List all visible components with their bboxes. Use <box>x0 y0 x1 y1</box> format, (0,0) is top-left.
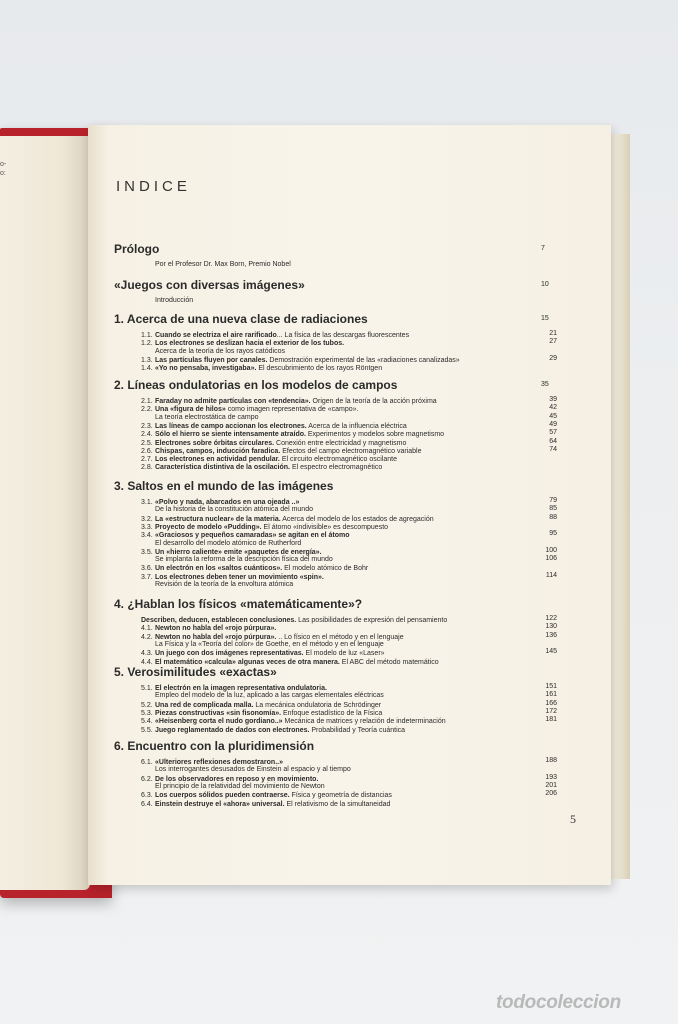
entry-text: El descubrimiento de los rayos Röntgen <box>256 365 383 373</box>
entry-number: 2.3. <box>141 422 153 430</box>
entry-text: El principio de la relatividad del movimiento de Newton <box>155 782 325 790</box>
entry-number: 4.3. <box>141 650 153 658</box>
entry-number: 2.2. <box>141 406 153 414</box>
entry-number: 6.3. <box>141 792 153 800</box>
entry-page-number: 85 <box>549 505 557 513</box>
entry-text: Las posibilidades de expresión del pensamiento <box>296 617 448 624</box>
entry-text: El espectro electromagnético <box>290 464 383 472</box>
chapter-heading: Prólogo <box>114 242 160 256</box>
entry-number: 2.7. <box>141 456 153 464</box>
toc-entry <box>155 506 313 513</box>
entry-title: Característica distintiva de la oscilación. <box>155 464 290 472</box>
entry-page-number: 201 <box>545 781 557 789</box>
entry-title: Un electrón en los «saltos cuánticos». <box>155 565 283 573</box>
chapter-page-number: 15 <box>541 315 549 322</box>
entry-page-number: 79 <box>549 497 557 504</box>
entry-page-number: 88 <box>549 513 557 521</box>
chapter-heading: 2. Líneas ondulatorias en los modelos de campos <box>114 378 398 392</box>
entry-text: De la historia de la constitución atómica del mundo <box>155 506 313 514</box>
entry-title: Los electrones en actividad pendular. <box>155 456 280 464</box>
entry-title: «Ulteriores reflexiones demostraron..» <box>155 759 283 766</box>
entry-page-number: 151 <box>545 683 557 690</box>
entry-number: 6.2. <box>141 775 153 783</box>
left-page-text <box>0 160 6 178</box>
entry-page-number: 122 <box>545 615 557 622</box>
entry-page-number: 21 <box>549 330 557 337</box>
chapter-heading: 5. Verosimilitudes «exactas» <box>114 665 277 679</box>
entry-title: Einstein destruye el «ahora» universal. <box>155 800 285 808</box>
entry-text: Empleo del modelo de la luz, aplicado a las cargas elementales eléctricas <box>155 692 384 700</box>
entry-number: 5.2. <box>141 701 153 709</box>
watermark-logo: todocoleccion <box>496 992 621 1013</box>
left-page <box>0 136 90 890</box>
page-number: 5 <box>570 812 576 826</box>
entry-page-number: 114 <box>545 571 557 579</box>
entry-number: 6.1. <box>141 759 153 766</box>
entry-text: El átomo «indivisible» es descompuesto <box>261 523 389 531</box>
chapter-page-number: 7 <box>541 245 545 252</box>
entry-number: 3.7. <box>141 573 153 581</box>
entry-page-number: 39 <box>549 396 557 403</box>
entry-number: 3.5. <box>141 548 153 556</box>
entry-title: Piezas constructivas «sin fisonomía». <box>155 709 282 717</box>
entry-page-number: 166 <box>545 699 557 707</box>
entry-title: Una red de complicada malla. <box>155 701 254 709</box>
entry-title: De los observadores en reposo y en movimiento. <box>155 775 319 783</box>
entry-number: 2.1. <box>141 398 153 405</box>
entry-title: Electrones sobre órbitas circulares. <box>155 439 275 447</box>
chapter-page-number: 35 <box>541 381 549 388</box>
entry-text: Introducción <box>155 297 194 304</box>
entry-number: 2.4. <box>141 431 153 439</box>
entry-page-number: 95 <box>549 530 557 538</box>
entry-page-number: 181 <box>545 716 557 724</box>
entry-page-number: 161 <box>545 691 557 699</box>
toc-entry <box>155 692 384 699</box>
entry-text: El relativismo de la simultaneidad <box>284 800 391 808</box>
entry-title: «Graciosos y pequeños camaradas» se agitan en el átomo <box>155 532 350 540</box>
entry-number: 4.2. <box>141 633 153 641</box>
toc-entry <box>155 540 301 547</box>
chapter-heading: 3. Saltos en el mundo de las imágenes <box>114 479 334 493</box>
entry-number: 5.5. <box>141 726 153 734</box>
entry-text: El desarrollo del modelo atómico de Rutherford <box>155 539 302 547</box>
entry-number: 1.4. <box>141 365 153 373</box>
entry-number: 5.4. <box>141 718 153 726</box>
entry-page-number: 74 <box>549 445 557 453</box>
entry-page-number: 193 <box>545 773 557 781</box>
entry-text: Por el Profesor Dr. Max Born, Premio Nobel <box>155 261 291 268</box>
entry-number: 4.4. <box>141 658 153 666</box>
entry-page-number: 106 <box>545 555 557 563</box>
entry-title: La «estructura nuclear» de la materia. <box>155 515 281 523</box>
entry-title: El matemático «calcula» algunas veces de otra manera. <box>155 658 340 666</box>
entry-text: Conexión entre electricidad y magnetismo <box>274 439 407 447</box>
entry-number: 3.1. <box>141 499 153 506</box>
entry-page-number: 29 <box>549 354 557 362</box>
entry-title: Las líneas de campo accionan los electrones. <box>155 422 307 430</box>
entry-text: La Física y la «Teoría del color» de Goethe, en el método y en el lenguaje <box>155 640 384 648</box>
entry-text: El modelo de luz «Laser» <box>303 650 385 658</box>
entry-text: como imagen representativa de «campo». <box>225 406 359 414</box>
toc-entry <box>141 463 382 472</box>
entry-page-number: 100 <box>545 546 557 554</box>
entry-text: .. Lo físico en el método y en el lenguaje <box>276 633 404 641</box>
entry-title: Describen, deducen, establecen conclusiones. <box>141 617 297 624</box>
entry-number: 3.4. <box>141 532 153 540</box>
entry-page-number: 64 <box>549 437 557 445</box>
entry-title: «Yo no pensaba, investigaba». <box>155 365 257 373</box>
entry-text: Acerca de la teoría de los rayos catódicos <box>155 347 285 355</box>
toc-entry <box>141 364 382 373</box>
entry-page-number: 136 <box>545 631 557 639</box>
entry-title: «Heisenberg corta el nudo gordiano..» <box>155 718 283 726</box>
entry-page-number: 45 <box>549 412 557 420</box>
entry-page-number: 42 <box>549 404 557 412</box>
chapter-page-number: 10 <box>541 281 549 288</box>
toc-entry <box>155 783 325 790</box>
entry-text: Los interrogantes desusados de Einstein al espacio y al tiempo <box>155 766 351 774</box>
entry-page-number: 188 <box>545 757 557 764</box>
entry-title: Faraday no admite partículas con «tendencia». <box>155 398 311 405</box>
entry-number: 1.1. <box>141 332 153 339</box>
toc-entry <box>155 297 193 304</box>
index-title: INDICE <box>116 178 191 195</box>
chapter-heading: 1. Acerca de una nueva clase de radiaciones <box>114 312 368 326</box>
entry-page-number: 172 <box>545 707 557 715</box>
toc-entry <box>141 800 390 809</box>
toc-entry <box>155 414 259 421</box>
entry-title: Proyecto de modelo «Pudding». <box>155 523 262 531</box>
entry-text: El modelo atómico de Bohr <box>282 565 369 573</box>
entry-page-number: 49 <box>549 420 557 428</box>
toc-entry <box>155 348 285 355</box>
chapter-heading: 4. ¿Hablan los físicos «matemáticamente»? <box>114 597 363 611</box>
entry-page-number: 27 <box>549 338 557 346</box>
entry-text: Experimentos y modelos sobre magnetismo <box>305 431 445 439</box>
toc-entry <box>155 556 333 563</box>
entry-number: 3.3. <box>141 523 153 531</box>
entry-text: Se implanta la reforma de la descripción física del mundo <box>155 556 333 564</box>
entry-text: La mecánica ondulatoria de Schrödinger <box>253 701 382 709</box>
entry-text: Acerca del modelo de los estados de agregación <box>280 515 434 523</box>
toc-entry <box>155 766 351 773</box>
entry-page-number: 145 <box>545 648 557 656</box>
entry-text: El ABC del método matemático <box>339 658 439 666</box>
entry-title: Las partículas fluyen por canales. <box>155 356 268 364</box>
entry-title: Los electrones deben tener un movimiento «spin». <box>155 573 324 581</box>
entry-text: Enfoque estadístico de la Física <box>281 709 383 717</box>
entry-number: 1.2. <box>141 340 153 348</box>
left-page-line: o- <box>0 161 7 168</box>
entry-title: Newton no habla del «rojo púrpura». <box>155 625 277 633</box>
entry-number: 4.1. <box>141 625 153 633</box>
toc-entry <box>155 641 384 648</box>
entry-text: Probabilidad y Teoría cuántica <box>309 726 406 734</box>
entry-number: 5.3. <box>141 709 153 717</box>
entry-text: La teoría electrostática de campo <box>155 413 259 421</box>
entry-title: Newton no habla del «rojo púrpura». <box>155 633 277 641</box>
entry-number: 5.1. <box>141 685 153 692</box>
entry-page-number: 57 <box>549 429 557 437</box>
entry-text: El circuito electromagnético oscilante <box>279 456 397 464</box>
entry-number: 2.8. <box>141 464 153 472</box>
entry-title: «Polvo y nada, abarcados en una ojeada ..» <box>155 499 300 506</box>
toc-entry <box>155 581 293 588</box>
entry-number: 2.5. <box>141 439 153 447</box>
toc-entry <box>141 726 405 735</box>
entry-number: 1.3. <box>141 356 153 364</box>
entry-title: Un juego con dos imágenes representativas. <box>155 650 304 658</box>
entry-page-number: 130 <box>545 623 557 631</box>
entry-number: 3.2. <box>141 515 153 523</box>
entry-number: 2.6. <box>141 447 153 455</box>
entry-text: Física y geometría de distancias <box>289 792 392 800</box>
entry-number: 6.4. <box>141 800 153 808</box>
entry-text: Revisión de la teoría de la envoltura atómica <box>155 581 294 588</box>
entry-number: 3.6. <box>141 565 153 573</box>
entry-title: Sólo el hierro se siente intensamente atraído. <box>155 431 306 439</box>
entry-text: Acerca de la influencia eléctrica <box>306 422 407 430</box>
entry-title: Los cuerpos sólidos pueden contraerse. <box>155 792 290 800</box>
chapter-heading: «Juegos con diversas imágenes» <box>114 278 305 292</box>
chapter-heading: 6. Encuentro con la pluridimensión <box>114 739 315 753</box>
entry-page-number: 206 <box>545 790 557 798</box>
entry-title: Los electrones se deslizan hacia el exterior de los tubos. <box>155 340 345 348</box>
entry-title: Chispas, campos, inducción faradica. <box>155 447 281 455</box>
entry-title: Una «figura de hilos» <box>155 406 226 414</box>
entry-text: Efectos del campo electromagnético variable <box>280 447 422 455</box>
entry-title: Juego reglamentado de dados con electrones. <box>155 726 310 734</box>
entry-text: Mecánica de matrices y relación de indeterminación <box>282 718 446 726</box>
left-page-line: o: <box>0 170 6 177</box>
toc-entry <box>155 261 291 268</box>
entry-title: Cuando se electriza el aire rarificado <box>155 332 277 339</box>
entry-title: Un «hierro caliente» emite «paquetes de energía». <box>155 548 322 556</box>
entry-text: Demostración experimental de las «radiaciones canalizadas» <box>267 356 460 364</box>
entry-text: ... La física de las descargas fluorescentes <box>276 332 410 339</box>
entry-text: Origen de la teoría de la acción próxima <box>310 398 437 405</box>
entry-title: El electrón en la imagen representativa ondulatoria. <box>155 685 327 692</box>
